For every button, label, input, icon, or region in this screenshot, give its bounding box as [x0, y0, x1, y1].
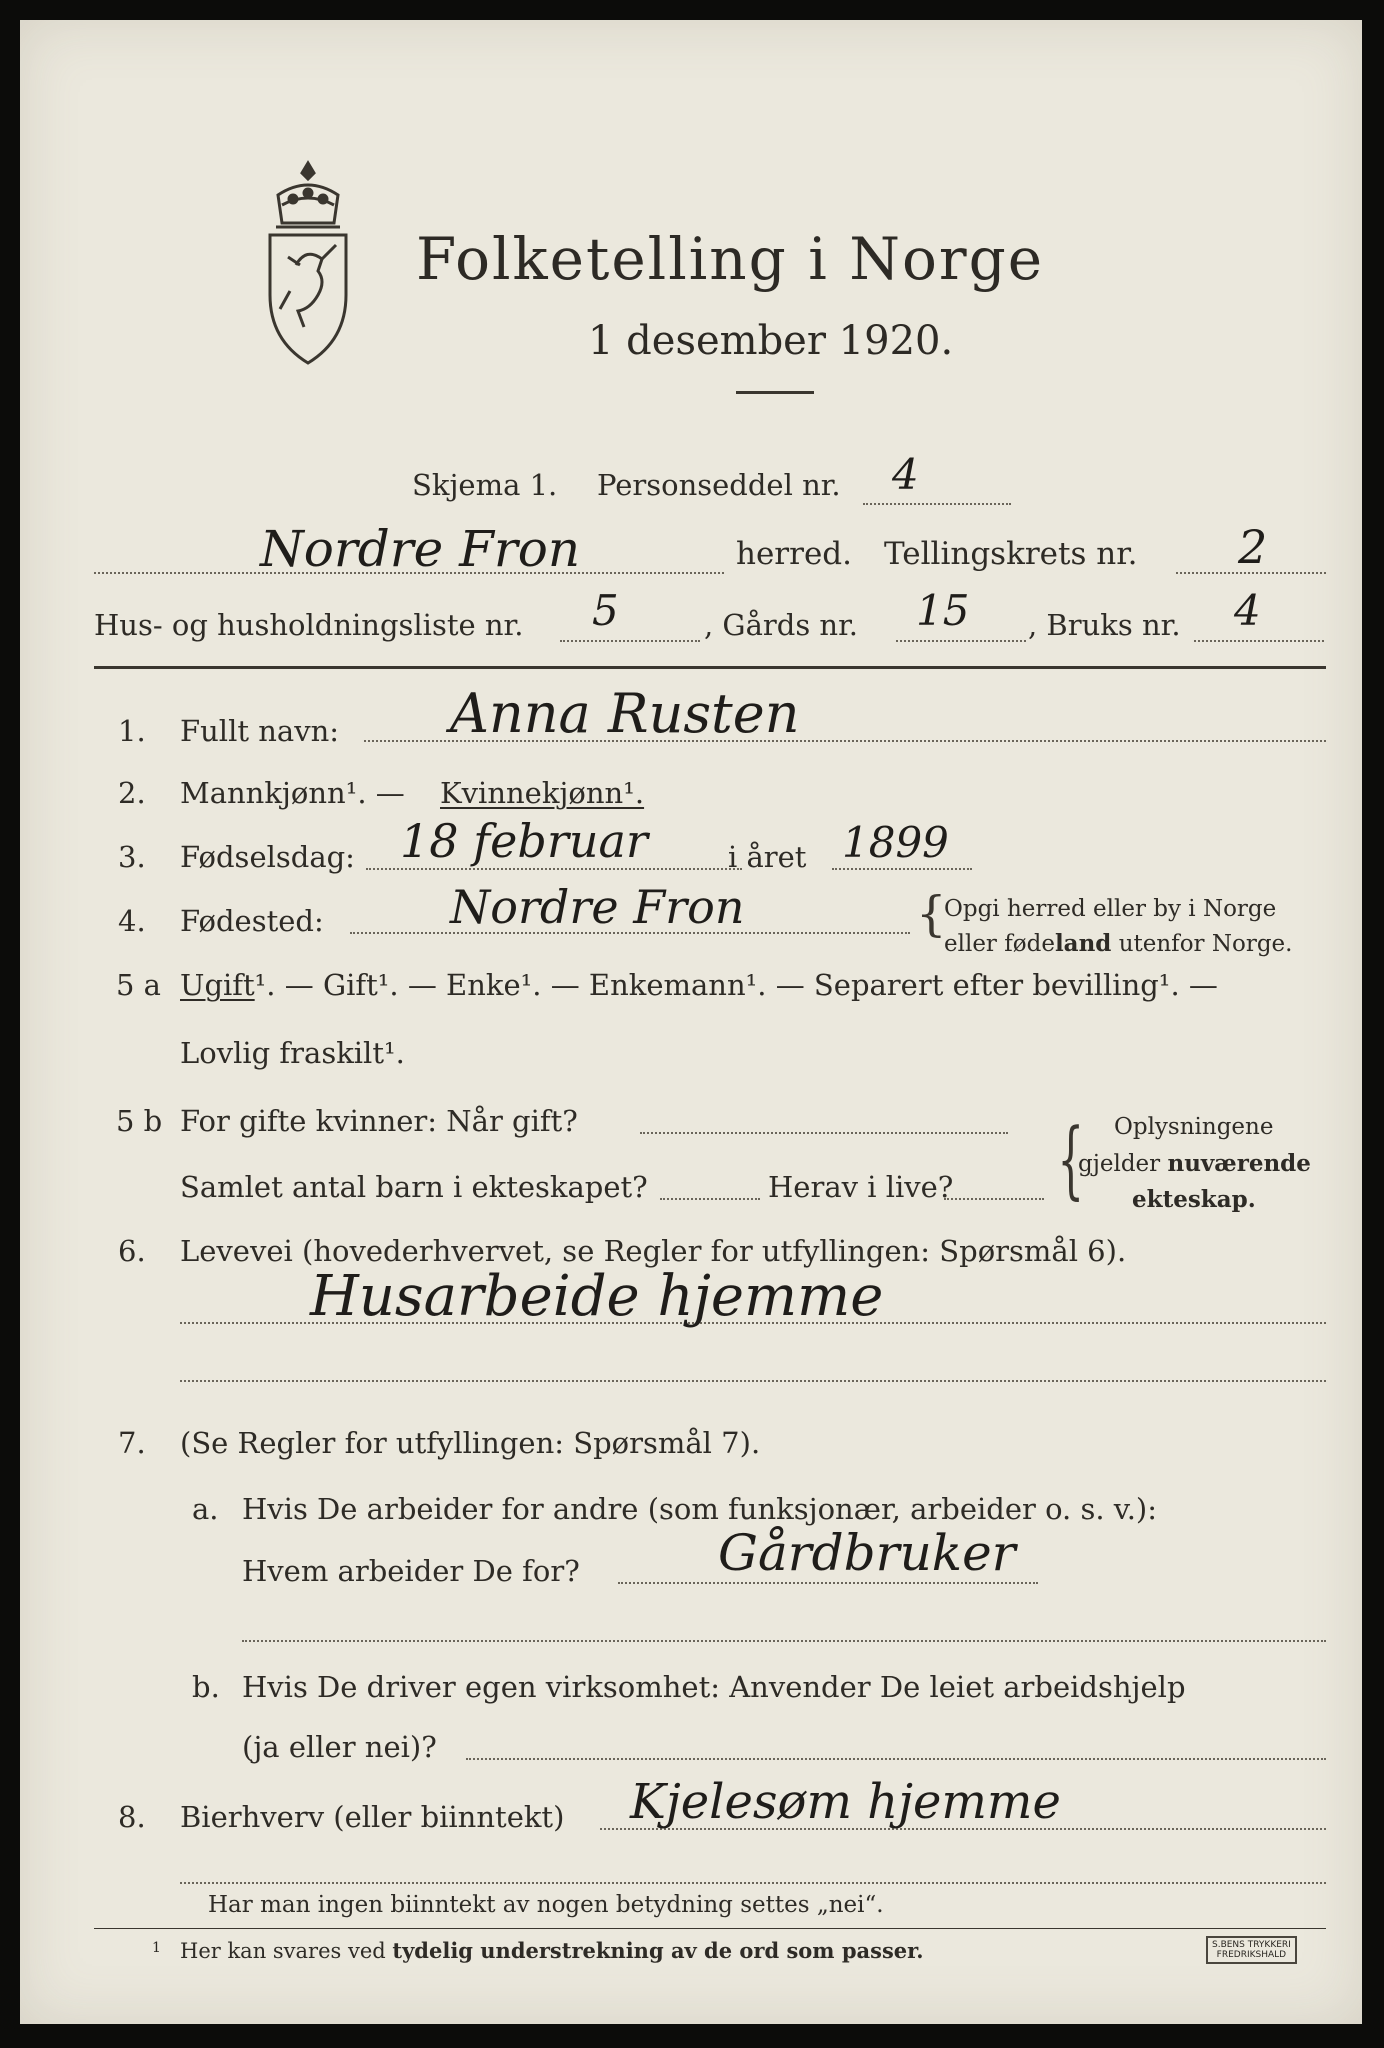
q7a-line	[618, 1582, 1038, 1584]
q5b-brace: {	[1057, 1110, 1085, 1208]
q7b-line2: (ja eller nei)?	[242, 1730, 437, 1764]
q7a-letter: a.	[192, 1492, 219, 1526]
footnote-text	[180, 1938, 924, 1963]
husliste-value: 5	[592, 586, 619, 635]
q4-value: Nordre Fron	[450, 880, 745, 934]
q6-label: Levevei (hovederhvervet, se Regler for utfyllingen: Spørsmål 6).	[180, 1234, 1127, 1268]
tellingskrets-label: Tellingskrets nr.	[884, 536, 1138, 572]
form-date: 1 desember 1920.	[588, 318, 954, 364]
q4-label: Fødested:	[180, 904, 324, 938]
q3-day-value: 18 februar	[400, 814, 648, 868]
q5a-rest: ¹. — Gift¹. — Enke¹. — Enkemann¹. — Separert efter bevilling¹. —	[254, 968, 1218, 1002]
q4-note-line1: Opgi herred eller by i Norge	[944, 896, 1277, 922]
husliste-line	[560, 640, 700, 642]
q7-number: 7.	[118, 1426, 146, 1460]
footnote-text-a: Her kan svares ved	[180, 1939, 393, 1963]
q3-year-line	[832, 868, 972, 870]
gards-line	[896, 640, 1026, 642]
census-form	[20, 20, 1362, 2024]
q8-line2	[180, 1882, 1326, 1884]
q8-label: Bierhverv (eller biinntekt)	[180, 1800, 565, 1834]
q5a-options	[180, 968, 1218, 1002]
q7b-letter: b.	[192, 1670, 220, 1704]
q6-line2	[180, 1380, 1326, 1382]
q5b-note2-part-b: nuværende	[1167, 1150, 1311, 1177]
q3-label: Fødselsdag:	[180, 840, 355, 874]
printer-stamp	[1206, 1936, 1297, 1964]
q2-number: 2.	[118, 776, 146, 810]
q4-brace: {	[916, 886, 947, 942]
q8-note: Har man ingen biinntekt av nogen betydning settes „nei“.	[208, 1892, 884, 1918]
q5b-label1: For gifte kvinner: Når gift?	[180, 1104, 578, 1138]
personseddel-line	[863, 503, 1011, 505]
q1-number: 1.	[118, 714, 146, 748]
q5b-note2-part-a: gjelder	[1078, 1151, 1168, 1177]
q5b-note3: ekteskap.	[1132, 1186, 1256, 1213]
norway-coat-of-arms-icon	[248, 155, 368, 375]
q7b-line	[466, 1758, 1326, 1760]
q5b-label2: Samlet antal barn i ekteskapet?	[180, 1170, 648, 1204]
bruks-value: 4	[1234, 586, 1261, 635]
q1-label: Fullt navn:	[180, 714, 340, 748]
q5a-number: 5 a	[116, 968, 161, 1002]
q4-number: 4.	[118, 904, 146, 938]
q7-label: (Se Regler for utfyllingen: Spørsmål 7).	[180, 1426, 761, 1460]
q2-mann: Mannkjønn¹. —	[180, 776, 405, 810]
q7a-value: Gårdbruker	[718, 1524, 1016, 1582]
q5b-herav-line	[944, 1198, 1044, 1200]
gards-value: 15	[916, 586, 970, 635]
q6-number: 6.	[118, 1234, 146, 1268]
footnote-mark: 1	[152, 1940, 161, 1956]
q5a-line2: Lovlig fraskilt¹.	[180, 1036, 405, 1070]
q3-year-value: 1899	[842, 818, 949, 867]
q3-aret-label: i året	[728, 840, 807, 874]
q3-number: 3.	[118, 840, 146, 874]
q5b-gift-line	[640, 1132, 1008, 1134]
form-title: Folketelling i Norge	[416, 225, 1045, 293]
q1-value: Anna Rusten	[450, 682, 800, 745]
q5a-ugift: Ugift	[180, 968, 255, 1002]
q4-note-part-c: utenfor Norge.	[1111, 931, 1293, 957]
skjema-label: Skjema 1.	[412, 468, 558, 502]
personseddel-label: Personseddel nr.	[597, 468, 841, 502]
q2-kvinne: Kvinnekjønn¹.	[440, 776, 645, 810]
personseddel-value: 4	[892, 450, 919, 499]
bruks-line	[1194, 640, 1324, 642]
gards-label: , Gårds nr.	[704, 608, 858, 642]
q5b-herav: Herav i live?	[768, 1170, 954, 1204]
q4-note-part-a: eller føde	[944, 931, 1055, 957]
q5b-note1: Oplysningene	[1114, 1114, 1274, 1140]
q5b-note2	[1078, 1150, 1311, 1177]
q8-number: 8.	[118, 1800, 146, 1834]
title-divider	[736, 391, 814, 394]
q7a-line1: Hvis De arbeider for andre (som funksjonær, arbeider o. s. v.):	[242, 1492, 1158, 1526]
q8-value: Kjelesøm hjemme	[630, 1774, 1061, 1830]
q4-note-line2	[944, 930, 1292, 957]
header-divider	[94, 666, 1326, 669]
q3-day-line	[366, 868, 742, 870]
husliste-label: Hus- og husholdningsliste nr.	[94, 608, 524, 642]
q7a-line2: Hvem arbeider De for?	[242, 1554, 580, 1588]
herred-value: Nordre Fron	[260, 520, 581, 578]
q5b-barn-line	[660, 1198, 760, 1200]
q4-note-part-b: land	[1054, 930, 1112, 957]
printer-stamp-line2: FREDRIKSHALD	[1216, 1950, 1287, 1960]
q7b-line1: Hvis De driver egen virksomhet: Anvender De leiet arbeidshjelp	[242, 1670, 1186, 1704]
footnote-divider	[94, 1928, 1326, 1929]
q5b-number: 5 b	[116, 1104, 163, 1138]
bruks-label: , Bruks nr.	[1028, 608, 1181, 642]
q7a-extra-line	[242, 1640, 1326, 1642]
printer-stamp-line1: S.BENS TRYKKERI	[1212, 1940, 1291, 1950]
tellingskrets-value: 2	[1238, 520, 1268, 574]
herred-label: herred.	[736, 536, 852, 572]
q6-value: Husarbeide hjemme	[310, 1264, 884, 1329]
footnote-text-b: tydelig understrekning av de ord som passer.	[392, 1938, 924, 1963]
